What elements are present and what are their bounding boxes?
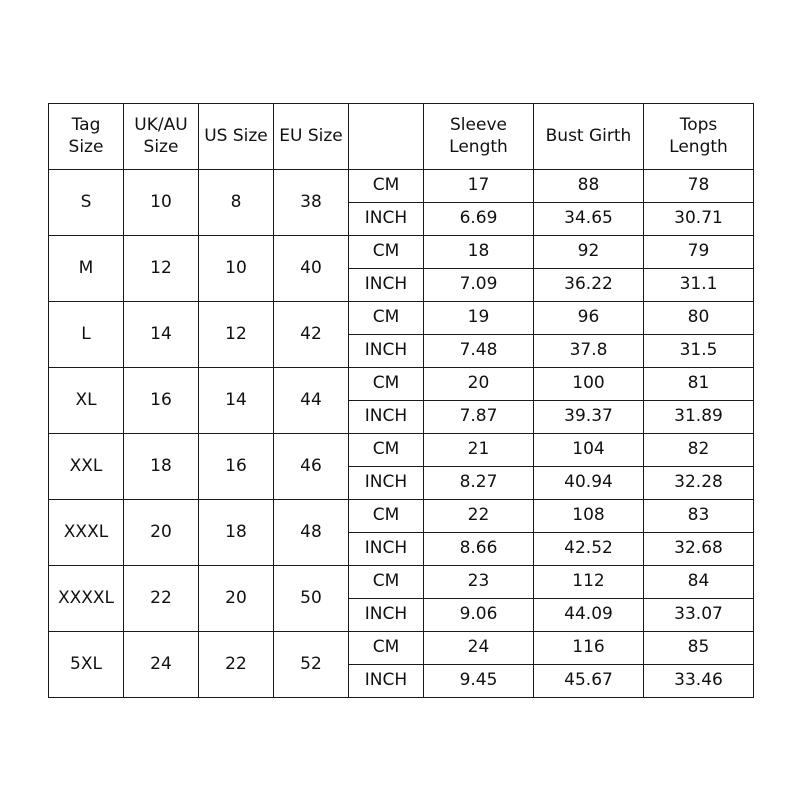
header-tag-size <box>49 104 124 170</box>
header-eu-size <box>274 104 349 170</box>
bust-girth-inch-cell: 40.94 <box>534 467 644 500</box>
us-size-cell: 8 <box>199 170 274 236</box>
bust-girth-cm-cell: 112 <box>534 566 644 599</box>
tag-size-cell: XXL <box>49 434 124 500</box>
table-row <box>49 236 754 269</box>
us-size-cell: 18 <box>199 500 274 566</box>
tops-length-cm-cell: 85 <box>644 632 754 665</box>
table-row <box>49 566 754 599</box>
table-row <box>49 170 754 203</box>
uk-au-size-cell: 22 <box>124 566 199 632</box>
tops-length-inch-cell: 31.5 <box>644 335 754 368</box>
size-chart-body <box>49 170 754 698</box>
tops-length-inch-cell: 33.46 <box>644 665 754 698</box>
tag-size-cell: S <box>49 170 124 236</box>
header-us-size <box>199 104 274 170</box>
header-row <box>49 104 754 170</box>
unit-cell: INCH <box>349 401 424 434</box>
table-row <box>49 434 754 467</box>
table-row <box>49 500 754 533</box>
uk-au-size-cell: 24 <box>124 632 199 698</box>
tops-length-inch-cell: 32.28 <box>644 467 754 500</box>
sleeve-length-cm-cell: 23 <box>424 566 534 599</box>
size-chart-table <box>48 103 754 698</box>
tag-size-cell: 5XL <box>49 632 124 698</box>
sleeve-length-inch-cell: 8.27 <box>424 467 534 500</box>
uk-au-size-cell: 10 <box>124 170 199 236</box>
tag-size-cell: XXXL <box>49 500 124 566</box>
tops-length-cm-cell: 81 <box>644 368 754 401</box>
eu-size-cell: 52 <box>274 632 349 698</box>
sleeve-length-inch-cell: 7.48 <box>424 335 534 368</box>
sleeve-length-cm-cell: 18 <box>424 236 534 269</box>
header-uk-au-size <box>124 104 199 170</box>
bust-girth-cm-cell: 108 <box>534 500 644 533</box>
eu-size-cell: 48 <box>274 500 349 566</box>
unit-cell: CM <box>349 434 424 467</box>
unit-cell: CM <box>349 500 424 533</box>
bust-girth-cm-cell: 100 <box>534 368 644 401</box>
header-tops-length <box>644 104 754 170</box>
tops-length-inch-cell: 32.68 <box>644 533 754 566</box>
header-us-size-label: US Size <box>204 125 268 146</box>
table-row <box>49 368 754 401</box>
unit-cell: CM <box>349 236 424 269</box>
tops-length-cm-cell: 80 <box>644 302 754 335</box>
uk-au-size-cell: 16 <box>124 368 199 434</box>
uk-au-size-cell: 14 <box>124 302 199 368</box>
tops-length-cm-cell: 78 <box>644 170 754 203</box>
header-bust-girth <box>534 104 644 170</box>
bust-girth-inch-cell: 39.37 <box>534 401 644 434</box>
tops-length-inch-cell: 31.89 <box>644 401 754 434</box>
bust-girth-inch-cell: 45.67 <box>534 665 644 698</box>
eu-size-cell: 50 <box>274 566 349 632</box>
header-unit <box>349 104 424 170</box>
us-size-cell: 22 <box>199 632 274 698</box>
bust-girth-cm-cell: 92 <box>534 236 644 269</box>
eu-size-cell: 38 <box>274 170 349 236</box>
uk-au-size-cell: 20 <box>124 500 199 566</box>
eu-size-cell: 44 <box>274 368 349 434</box>
uk-au-size-cell: 18 <box>124 434 199 500</box>
tops-length-cm-cell: 79 <box>644 236 754 269</box>
tag-size-cell: XL <box>49 368 124 434</box>
sleeve-length-inch-cell: 7.87 <box>424 401 534 434</box>
eu-size-cell: 46 <box>274 434 349 500</box>
sleeve-length-inch-cell: 9.45 <box>424 665 534 698</box>
eu-size-cell: 40 <box>274 236 349 302</box>
sleeve-length-cm-cell: 17 <box>424 170 534 203</box>
unit-cell: CM <box>349 368 424 401</box>
sleeve-length-inch-cell: 6.69 <box>424 203 534 236</box>
header-bust-girth-label: Bust Girth <box>545 125 632 146</box>
sleeve-length-cm-cell: 24 <box>424 632 534 665</box>
table-row <box>49 632 754 665</box>
sleeve-length-inch-cell: 8.66 <box>424 533 534 566</box>
bust-girth-inch-cell: 44.09 <box>534 599 644 632</box>
tops-length-cm-cell: 82 <box>644 434 754 467</box>
bust-girth-cm-cell: 104 <box>534 434 644 467</box>
header-eu-size-label: EU Size <box>279 125 343 146</box>
unit-cell: CM <box>349 632 424 665</box>
table-row <box>49 302 754 335</box>
bust-girth-cm-cell: 116 <box>534 632 644 665</box>
header-uk-au-size-label: UK/AU Size <box>134 115 188 157</box>
sleeve-length-cm-cell: 20 <box>424 368 534 401</box>
tag-size-cell: M <box>49 236 124 302</box>
unit-cell: CM <box>349 170 424 203</box>
sleeve-length-cm-cell: 22 <box>424 500 534 533</box>
unit-cell: INCH <box>349 335 424 368</box>
tops-length-inch-cell: 30.71 <box>644 203 754 236</box>
tag-size-cell: L <box>49 302 124 368</box>
us-size-cell: 10 <box>199 236 274 302</box>
sleeve-length-cm-cell: 19 <box>424 302 534 335</box>
unit-cell: INCH <box>349 599 424 632</box>
header-sleeve-length-label: Sleeve Length <box>449 115 508 157</box>
sleeve-length-cm-cell: 21 <box>424 434 534 467</box>
us-size-cell: 16 <box>199 434 274 500</box>
unit-cell: INCH <box>349 269 424 302</box>
unit-cell: INCH <box>349 665 424 698</box>
unit-cell: INCH <box>349 533 424 566</box>
eu-size-cell: 42 <box>274 302 349 368</box>
us-size-cell: 12 <box>199 302 274 368</box>
sleeve-length-inch-cell: 9.06 <box>424 599 534 632</box>
unit-cell: INCH <box>349 467 424 500</box>
us-size-cell: 20 <box>199 566 274 632</box>
unit-cell: CM <box>349 566 424 599</box>
tops-length-cm-cell: 83 <box>644 500 754 533</box>
bust-girth-inch-cell: 36.22 <box>534 269 644 302</box>
header-tops-length-label: Tops Length <box>669 115 728 157</box>
unit-cell: INCH <box>349 203 424 236</box>
bust-girth-inch-cell: 37.8 <box>534 335 644 368</box>
tops-length-inch-cell: 31.1 <box>644 269 754 302</box>
sleeve-length-inch-cell: 7.09 <box>424 269 534 302</box>
header-sleeve-length <box>424 104 534 170</box>
uk-au-size-cell: 12 <box>124 236 199 302</box>
header-tag-size-label: Tag Size <box>68 115 104 157</box>
bust-girth-inch-cell: 34.65 <box>534 203 644 236</box>
tops-length-inch-cell: 33.07 <box>644 599 754 632</box>
us-size-cell: 14 <box>199 368 274 434</box>
unit-cell: CM <box>349 302 424 335</box>
bust-girth-cm-cell: 88 <box>534 170 644 203</box>
tops-length-cm-cell: 84 <box>644 566 754 599</box>
bust-girth-cm-cell: 96 <box>534 302 644 335</box>
tag-size-cell: XXXXL <box>49 566 124 632</box>
bust-girth-inch-cell: 42.52 <box>534 533 644 566</box>
